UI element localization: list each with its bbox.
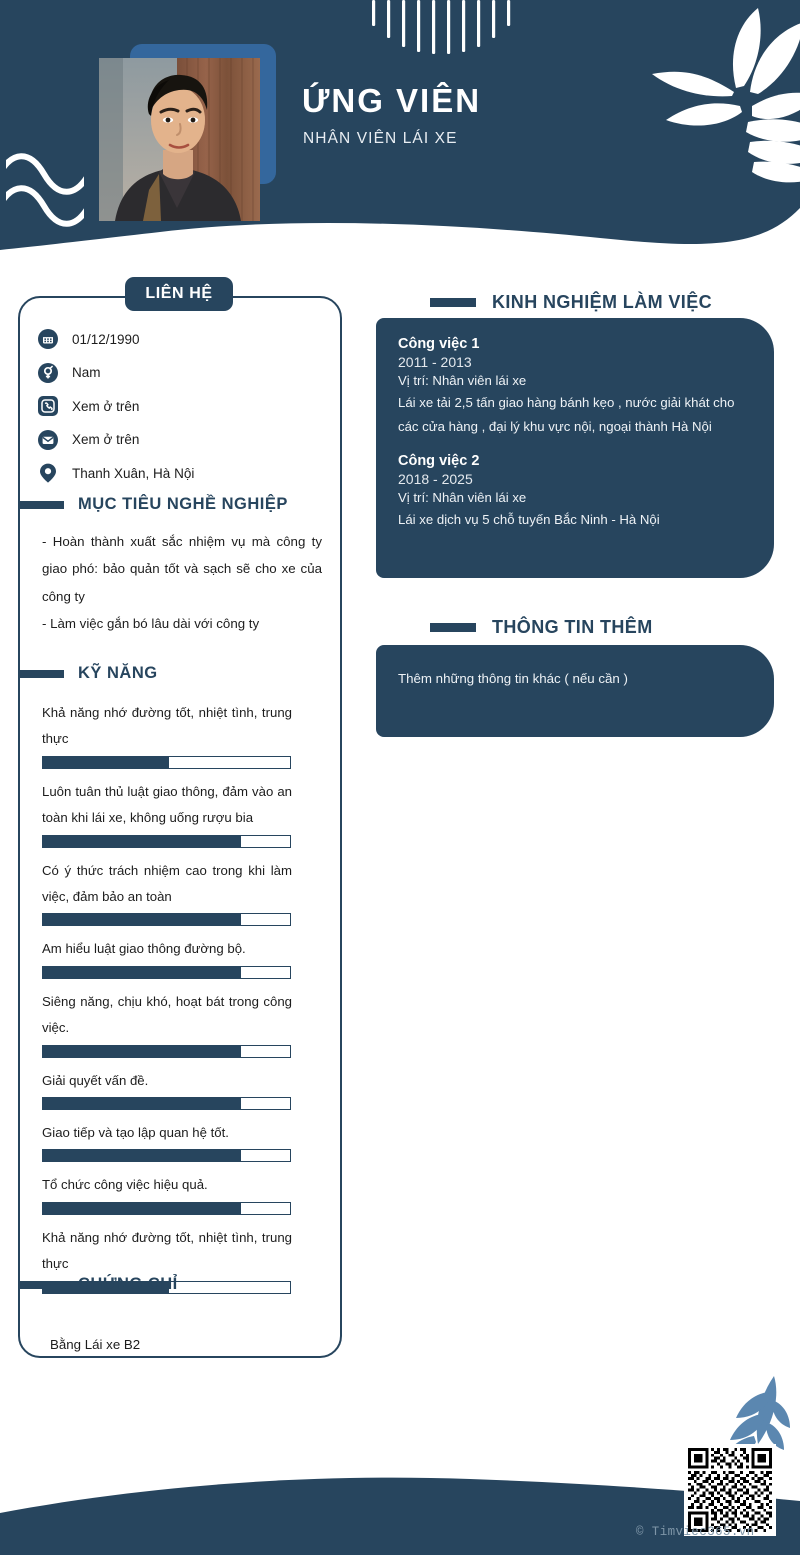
skill-name: Khả năng nhớ đường tốt, nhiệt tình, trung thực [42,1229,292,1272]
gender-icon [38,363,58,383]
experience-job [398,336,752,440]
job-description: Lái xe dịch vụ 5 chỗ tuyến Bắc Ninh - Hà Nội [398,511,660,527]
skill-progress-fill [43,836,241,847]
skill-progress-bar [42,1149,291,1162]
objective-line-2: - Làm việc gắn bó lâu dài với công ty [42,615,260,631]
extra-info-card [376,645,774,737]
skill-item [42,1068,292,1110]
skill-item [42,936,292,978]
contact-item-value: 01/12/1990 [72,331,140,347]
phone-icon [38,396,58,416]
experience-job [398,453,752,532]
skill-name: Giải quyết vấn đề. [42,1072,149,1088]
contact-item-value: Xem ở trên [72,432,140,447]
contact-item-email [38,425,318,455]
experience-heading [430,292,712,313]
page-title: ỨNG VIÊN [302,82,482,119]
experience-heading-label: KINH NGHIỆM LÀM VIỆC [492,292,713,312]
contact-item-gender [38,358,318,388]
location-icon [38,463,58,483]
skill-progress-fill [43,757,169,768]
heading-dash-icon [430,298,476,307]
skill-progress-fill [43,1098,241,1109]
palm-leaf-decoration-icon [618,0,800,186]
certificate-item: Bằng Lái xe B2 [50,1337,141,1352]
objective-line-1: - Hoàn thành xuất sắc nhiệm vụ mà công ty giao phó: bảo quản tốt và sạch sẽ cho xe của công ty [42,534,322,604]
job-date: 2011 - 2013 [398,354,472,370]
skill-progress-fill [43,1150,241,1161]
heading-dash-icon [430,623,476,632]
experience-card [376,318,774,578]
skill-name: Siêng năng, chịu khó, hoạt bát trong công việc. [42,993,292,1036]
skill-progress-bar [42,913,291,926]
skill-progress-fill [43,914,241,925]
skill-item [42,1172,292,1214]
skill-name: Có ý thức trách nhiệm cao trong khi làm việc, đảm bảo an toàn [42,862,292,905]
cv-header [0,0,800,270]
skill-item [42,700,292,769]
objective-heading [40,495,288,514]
candidate-photo [99,58,260,221]
skill-name: Am hiểu luật giao thông đường bộ. [42,941,246,957]
skill-progress-fill [43,967,241,978]
job-spacer [398,440,752,453]
contact-list [38,324,318,492]
objective-heading-label: MỤC TIÊU NGHỀ NGHIỆP [78,495,288,513]
qr-code[interactable] [684,1444,776,1536]
certificate-heading-label: CHỨNG CHỈ [78,1275,178,1293]
skills-heading-label: KỸ NĂNG [78,664,158,682]
skill-progress-bar [42,756,291,769]
contact-item-phone [38,391,318,421]
extra-info-text: Thêm những thông tin khác ( nếu cần ) [398,671,628,686]
extra-info-heading-label: THÔNG TIN THÊM [492,617,653,637]
contact-badge: LIÊN HỆ [125,277,233,311]
vertical-bars-decoration [366,0,546,62]
skill-name: Khả năng nhớ đường tốt, nhiệt tình, trung thực [42,705,292,747]
skill-name: Tổ chức công việc hiệu quả. [42,1177,208,1193]
skill-name: Luôn tuân thủ luật giao thông, đảm vào an toàn khi lái xe, không uống rượu bia [42,783,292,826]
job-date: 2018 - 2025 [398,470,473,487]
skill-item [42,858,292,927]
skill-progress-fill [43,1203,241,1214]
contact-item-value: Xem ở trên [72,398,140,414]
skill-name: Giao tiếp và tạo lập quan hệ tốt. [42,1125,229,1141]
job-role: Vị trí: Nhân viên lái xe [398,373,527,388]
heading-dash-icon [18,670,64,678]
site-credit: © Timviec365.vn [636,1525,755,1539]
objective-body [42,528,322,637]
skills-heading [40,664,158,683]
certificate-heading [40,1275,178,1294]
contact-item-address [38,458,318,488]
contact-item-value: Nam [72,365,101,380]
skill-progress-bar [42,966,291,979]
skill-progress-bar [42,835,291,848]
wave-decoration-icon [6,152,84,236]
calendar-icon [38,329,58,349]
job-title: Công việc 1 [398,336,480,352]
skill-item [42,1120,292,1162]
skill-progress-bar [42,1045,291,1058]
contact-item-birthdate [38,324,318,354]
skill-progress-fill [43,1046,241,1057]
job-role: Vị trí: Nhân viên lái xe [398,489,527,505]
skill-item [42,989,292,1058]
skill-item [42,779,292,848]
job-title: Công việc 2 [398,452,480,469]
contact-item-value: Thanh Xuân, Hà Nội [72,465,195,481]
skill-progress-bar [42,1202,291,1215]
skill-progress-bar [42,1097,291,1110]
email-icon [38,430,58,450]
extra-info-heading [430,617,653,638]
job-title-subtitle: NHÂN VIÊN LÁI XE [303,130,458,147]
skills-list [42,700,292,1304]
job-description: Lái xe tải 2,5 tấn giao hàng bánh kẹo , nước giải khát cho các cửa hàng , đại lý khu vực nội, ngoại thành Hà Nội [398,395,735,435]
heading-dash-icon [18,501,64,509]
heading-dash-icon [18,1281,64,1289]
